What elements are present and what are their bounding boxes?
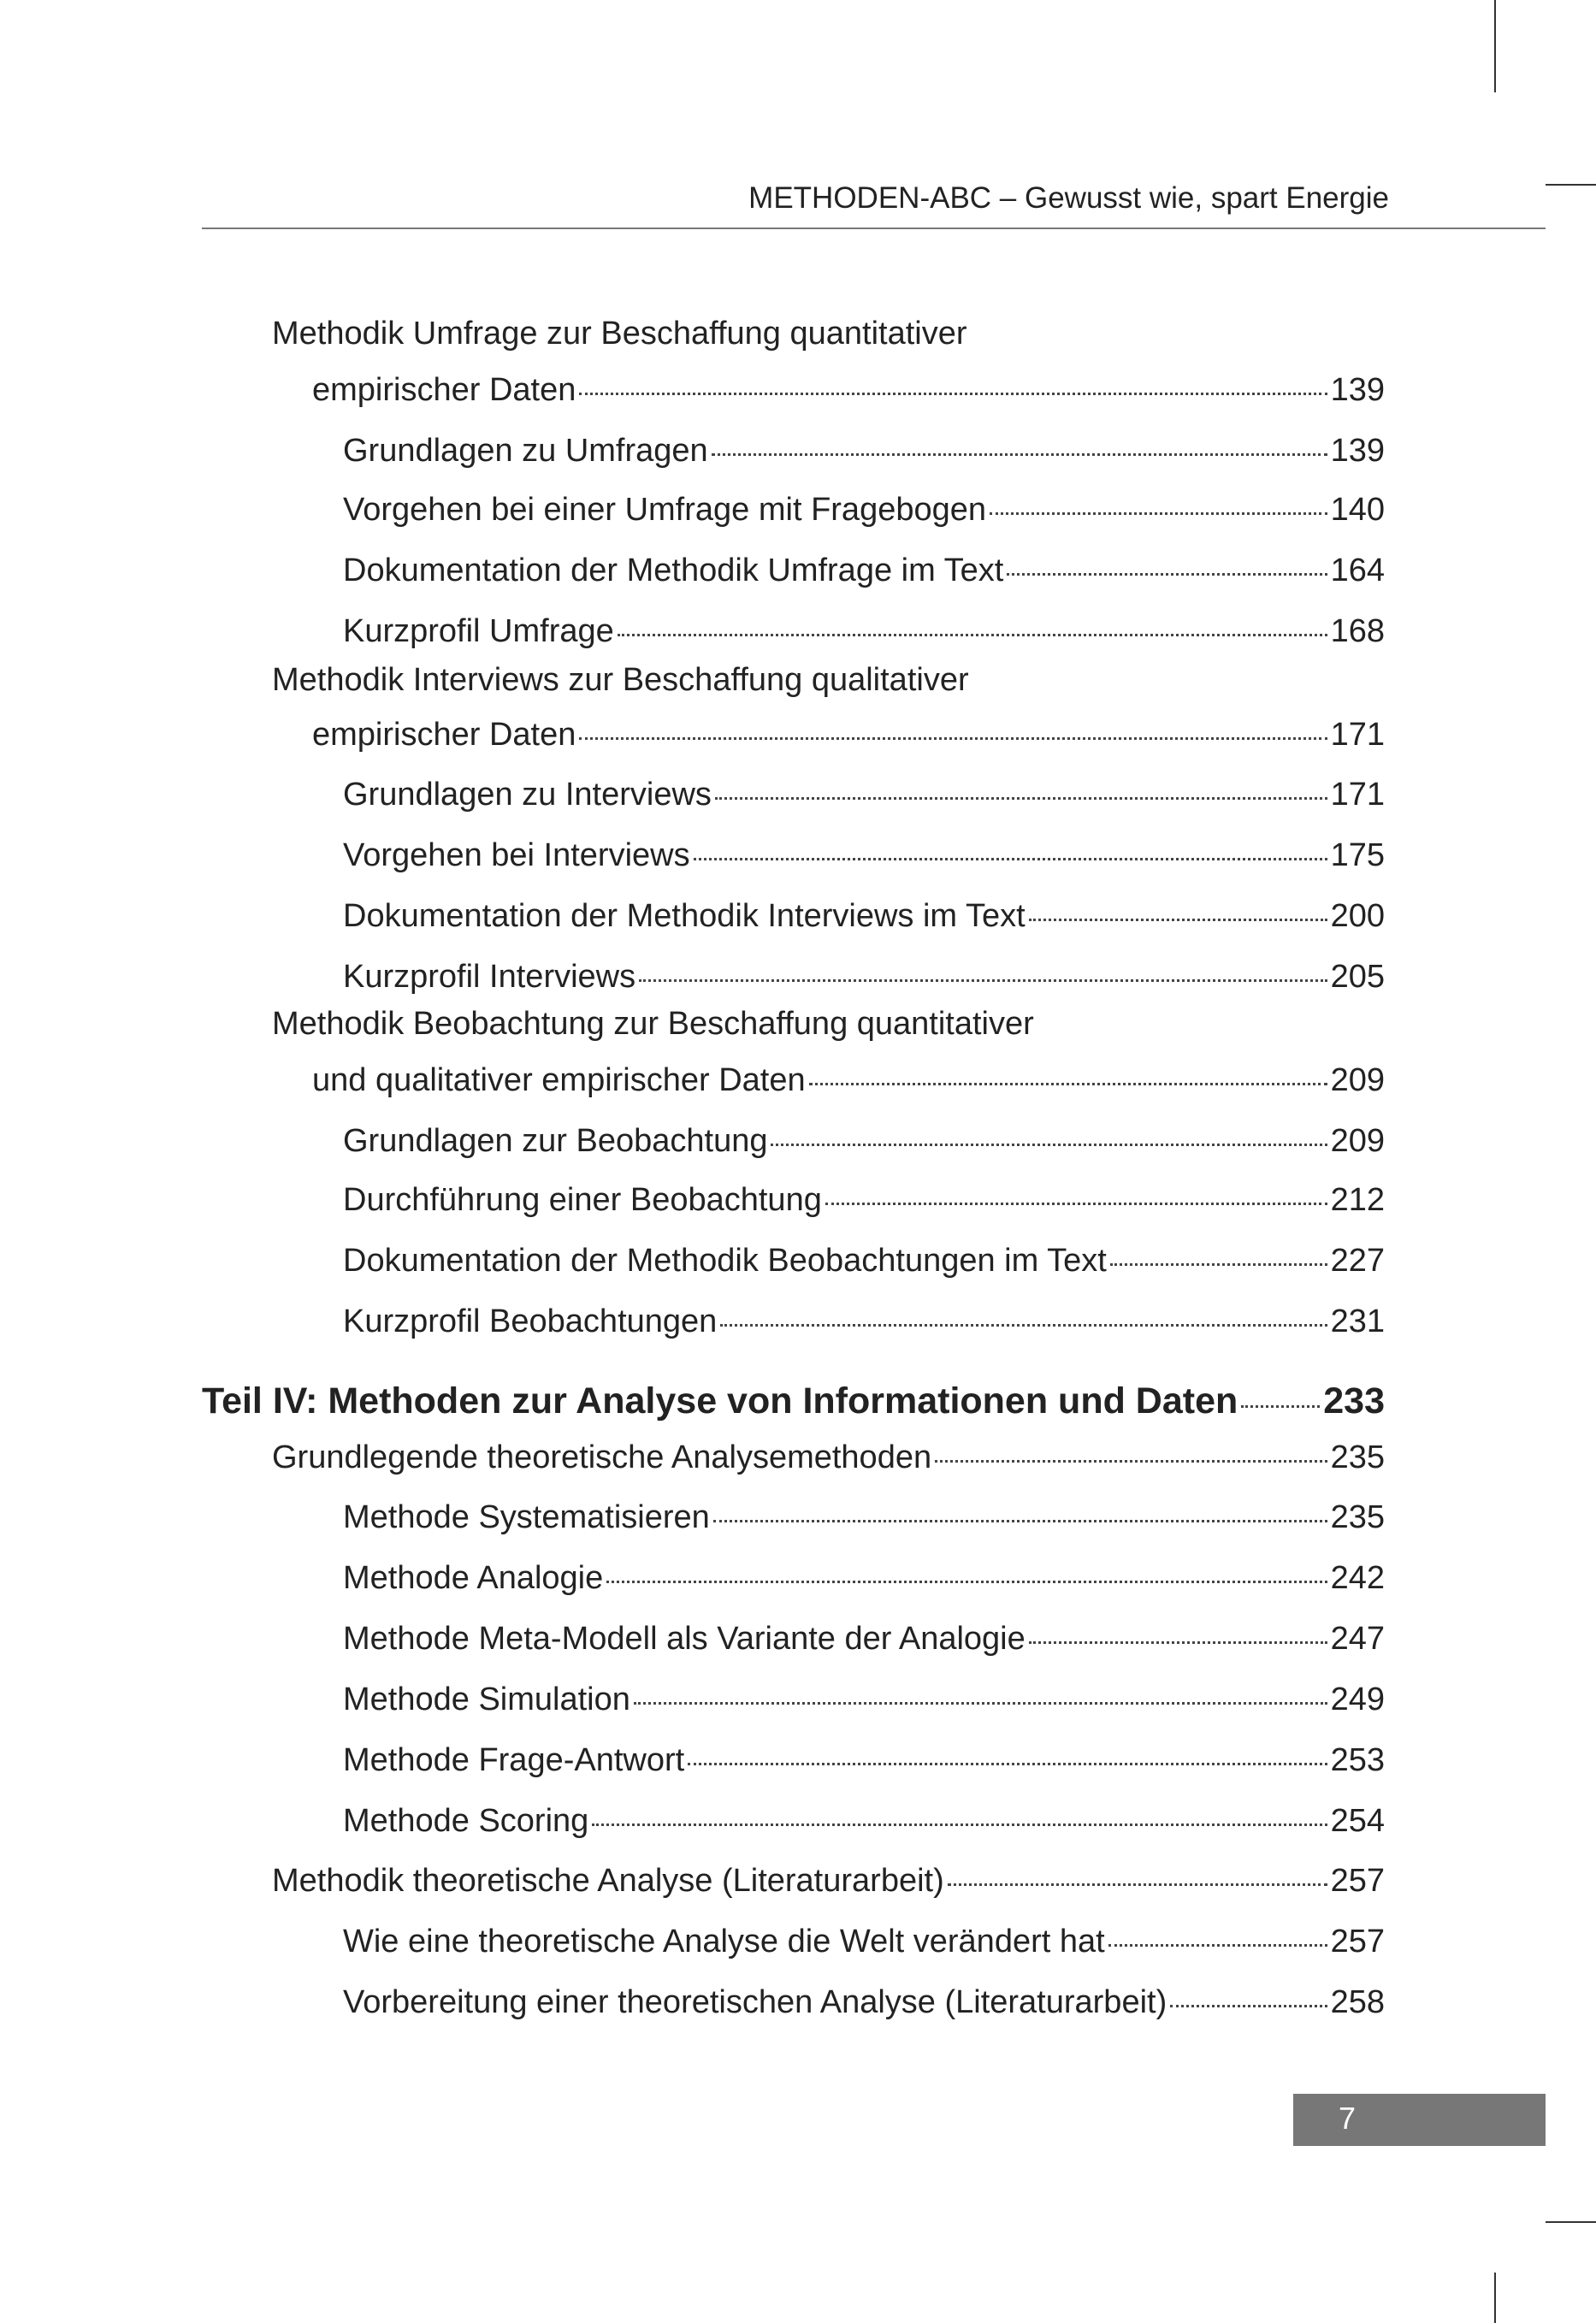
toc-entry-title: Vorgehen bei Interviews [343, 837, 690, 874]
toc-chapter-entry[interactable] [272, 659, 969, 700]
toc-chapter-entry-continued[interactable] [312, 714, 1385, 755]
toc-page-number: 253 [1330, 1741, 1385, 1778]
toc-entry-title: Methode Scoring [343, 1802, 589, 1839]
toc-page-number: 168 [1330, 612, 1385, 649]
dot-leader [579, 737, 1327, 740]
toc-page-number: 257 [1330, 1863, 1385, 1900]
toc-section-entry[interactable] [343, 1301, 1385, 1342]
toc-section-entry[interactable] [343, 1120, 1385, 1162]
toc-section-entry[interactable] [343, 774, 1385, 815]
toc-entry-title: Grundlagen zu Interviews [343, 777, 712, 813]
dot-leader [1029, 1641, 1327, 1644]
toc-chapter-entry[interactable] [272, 313, 967, 354]
dot-leader [712, 453, 1327, 456]
dot-leader [713, 1520, 1327, 1522]
dot-leader [990, 512, 1327, 515]
toc-section-entry[interactable] [343, 611, 1385, 652]
toc-chapter-entry[interactable] [272, 1437, 1385, 1478]
toc-section-entry[interactable] [343, 1558, 1385, 1599]
toc-page-number: 249 [1330, 1681, 1385, 1717]
dot-leader [634, 1702, 1327, 1705]
toc-section-entry[interactable] [343, 1982, 1385, 2023]
toc-chapter-entry[interactable] [272, 1860, 1385, 1901]
toc-part-heading[interactable] [202, 1380, 1385, 1422]
toc-section-entry[interactable] [343, 1740, 1385, 1781]
toc-section-entry[interactable] [343, 1800, 1385, 1841]
toc-page-number: 140 [1330, 491, 1385, 528]
toc-entry-title: Grundlagen zu Umfragen [343, 432, 708, 469]
toc-section-entry[interactable] [343, 1679, 1385, 1720]
toc-chapter-entry[interactable] [272, 1003, 1034, 1044]
toc-page-number: 257 [1330, 1924, 1385, 1960]
toc-section-entry[interactable] [343, 1497, 1385, 1538]
dot-leader [809, 1083, 1327, 1085]
toc-section-entry[interactable] [343, 896, 1385, 937]
dot-leader [592, 1824, 1327, 1826]
toc-page-number: 254 [1330, 1802, 1385, 1839]
toc-page-number: 171 [1330, 777, 1385, 813]
toc-entry-title: Kurzprofil Interviews [343, 958, 636, 995]
toc-chapter-entry-continued[interactable] [312, 369, 1385, 411]
toc-page-number: 242 [1330, 1560, 1385, 1597]
toc-entry-title: Grundlegende theoretische Analysemethoden [272, 1439, 932, 1475]
toc-entry-title: Vorbereitung einer theoretischen Analyse (Literaturarbeit) [343, 1984, 1167, 2021]
dot-leader [720, 1324, 1327, 1327]
toc-entry-title-continued: empirischer Daten [312, 716, 576, 753]
toc-page-number: 164 [1330, 552, 1385, 588]
dot-leader [579, 393, 1327, 395]
toc-section-entry[interactable] [343, 956, 1385, 997]
toc-section-entry[interactable] [343, 835, 1385, 876]
dot-leader [1108, 1944, 1327, 1947]
dot-leader [1007, 573, 1327, 576]
toc-entry-title: Durchführung einer Beobachtung [343, 1181, 822, 1218]
toc-entry-title: Wie eine theoretische Analyse die Welt verändert hat [343, 1924, 1105, 1960]
toc-page-number: 205 [1330, 958, 1385, 995]
toc-page-number: 200 [1330, 898, 1385, 935]
dot-leader [639, 979, 1327, 982]
toc-section-entry[interactable] [343, 1921, 1385, 1962]
toc-page-number: 212 [1330, 1181, 1385, 1218]
toc-entry-title: Methode Simulation [343, 1681, 630, 1717]
toc-section-entry[interactable] [343, 489, 1385, 530]
dot-leader [948, 1883, 1327, 1886]
toc-page-number: 139 [1330, 371, 1385, 408]
toc-section-entry[interactable] [343, 430, 1385, 471]
toc-page-number: 139 [1330, 432, 1385, 469]
dot-leader [694, 858, 1327, 860]
toc-entry-title: Dokumentation der Methodik Beobachtungen im Text [343, 1242, 1107, 1279]
toc-page-number: 209 [1330, 1061, 1385, 1098]
toc-section-entry[interactable] [343, 1179, 1385, 1221]
dot-leader [825, 1203, 1327, 1205]
toc-entry-title-continued: empirischer Daten [312, 371, 576, 408]
toc-entry-title: Kurzprofil Umfrage [343, 612, 614, 649]
dot-leader [1241, 1405, 1320, 1408]
toc-entry-title: Methodik theoretische Analyse (Literaturarbeit) [272, 1863, 944, 1900]
header-rule [202, 228, 1546, 229]
toc-chapter-entry-continued[interactable] [312, 1060, 1385, 1101]
toc-entry-title: Methodik Interviews zur Beschaffung qualitativer [272, 661, 969, 698]
toc-page-number: 235 [1330, 1439, 1385, 1475]
dot-leader [688, 1763, 1327, 1765]
toc-section-entry[interactable] [343, 550, 1385, 591]
dot-leader [618, 634, 1327, 636]
dot-leader [1029, 919, 1327, 921]
toc-page-number: 171 [1330, 716, 1385, 753]
toc-page-number: 175 [1330, 837, 1385, 874]
dot-leader [771, 1144, 1327, 1146]
page-number: 7 [1339, 2101, 1357, 2136]
dot-leader [1170, 2005, 1327, 2007]
toc-entry-title: Methode Analogie [343, 1560, 604, 1597]
toc-page-number: 247 [1330, 1621, 1385, 1658]
crop-mark-top-vertical [1494, 0, 1496, 92]
toc-entry-title: Methodik Umfrage zur Beschaffung quantitativer [272, 316, 967, 352]
crop-mark-top-horizontal [1546, 184, 1596, 186]
toc-section-entry[interactable] [343, 1240, 1385, 1281]
dot-leader [935, 1460, 1327, 1463]
running-header: METHODEN-ABC – Gewusst wie, spart Energie [748, 181, 1389, 215]
toc-entry-title: Methode Meta-Modell als Variante der Analogie [343, 1621, 1026, 1658]
toc-entry-title: Dokumentation der Methodik Umfrage im Text [343, 552, 1004, 588]
toc-entry-title-continued: und qualitativer empirischer Daten [312, 1061, 806, 1098]
toc-page-number: 258 [1330, 1984, 1385, 2021]
toc-entry-title: Methode Systematisieren [343, 1499, 710, 1536]
dot-leader [1110, 1263, 1327, 1266]
toc-entry-title: Methodik Beobachtung zur Beschaffung quantitativer [272, 1006, 1034, 1043]
toc-entry-title: Teil IV: Methoden zur Analyse von Informationen und Daten [202, 1380, 1238, 1422]
toc-entry-title: Vorgehen bei einer Umfrage mit Fragebogen [343, 491, 987, 528]
toc-entry-title: Dokumentation der Methodik Interviews im Text [343, 898, 1026, 935]
toc-section-entry[interactable] [343, 1618, 1385, 1659]
toc-page-number: 227 [1330, 1242, 1385, 1279]
crop-mark-bottom-vertical [1494, 2273, 1496, 2323]
page-number-box [1293, 2094, 1546, 2146]
dot-leader [715, 797, 1327, 800]
toc-page-number: 233 [1323, 1380, 1385, 1422]
toc-entry-title: Grundlagen zur Beobachtung [343, 1122, 768, 1159]
toc-entry-title: Kurzprofil Beobachtungen [343, 1303, 718, 1339]
crop-mark-bottom-horizontal [1546, 2221, 1596, 2223]
dot-leader [606, 1581, 1327, 1583]
toc-entry-title: Methode Frage-Antwort [343, 1741, 685, 1778]
toc-page-number: 209 [1330, 1122, 1385, 1159]
toc-page-number: 231 [1330, 1303, 1385, 1339]
toc-page-number: 235 [1330, 1499, 1385, 1536]
